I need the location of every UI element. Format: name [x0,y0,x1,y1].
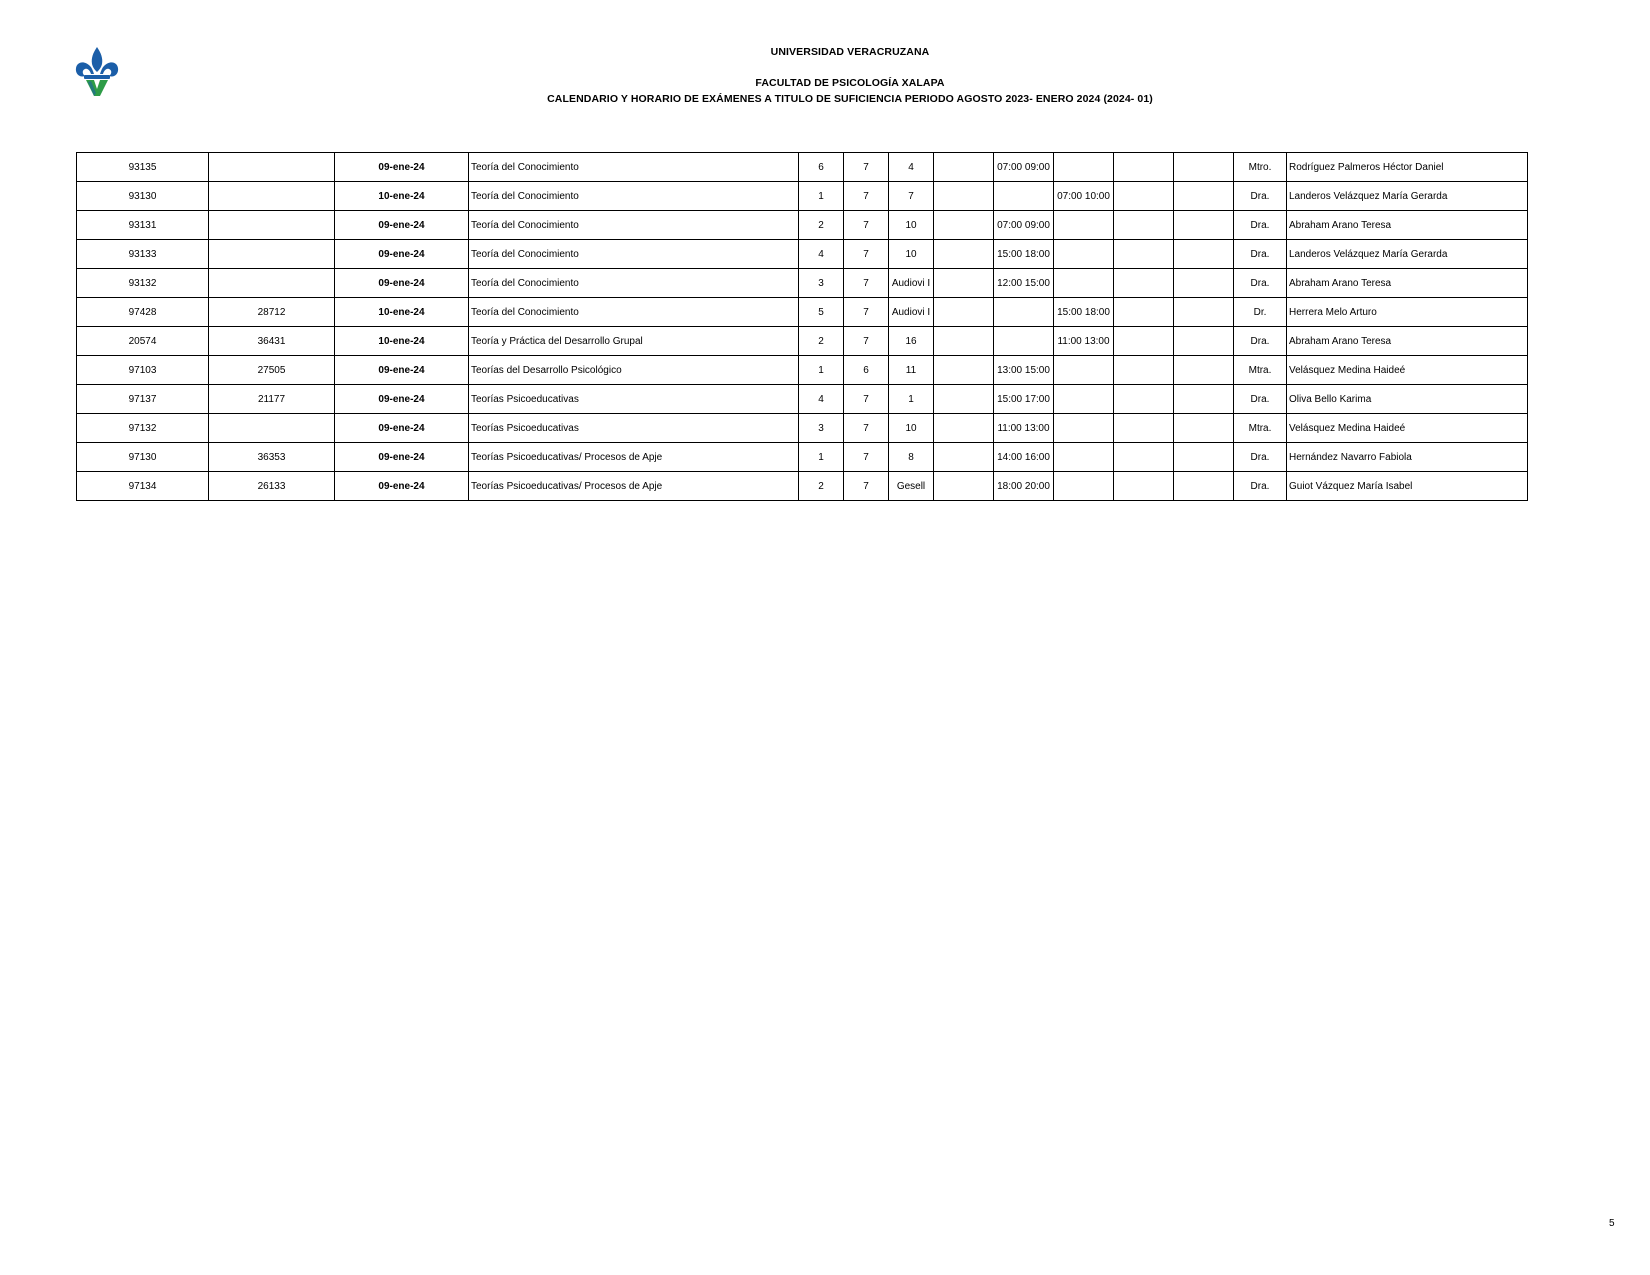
nrc-cell: 97103 [77,356,209,385]
teacher-title-cell: Mtro. [1234,153,1287,182]
schedule-slot-3-cell [1054,443,1114,472]
schedule-slot-3-cell [1054,240,1114,269]
schedule-slot-1-cell [934,153,994,182]
schedule-slot-1-cell [934,385,994,414]
table-row [77,472,1528,501]
schedule-slot-5-cell [1174,472,1234,501]
section-cell: 2 [799,211,844,240]
table-row [77,182,1528,211]
schedule-slot-5-cell [1174,385,1234,414]
section-cell: 3 [799,414,844,443]
teacher-name-cell: Velásquez Medina Haideé [1287,414,1528,443]
date-cell: 09-ene-24 [335,443,469,472]
subject-cell: Teorías Psicoeducativas [469,385,799,414]
schedule-slot-5-cell [1174,298,1234,327]
section-cell: 1 [799,182,844,211]
room-cell: 1 [889,385,934,414]
faculty-title: FACULTAD DE PSICOLOGÍA XALAPA [755,77,945,89]
teacher-name-cell: Abraham Arano Teresa [1287,211,1528,240]
schedule-slot-3-cell [1054,414,1114,443]
teacher-name-cell: Rodríguez Palmeros Héctor Daniel [1287,153,1528,182]
schedule-slot-4-cell [1114,269,1174,298]
credits-cell: 7 [844,327,889,356]
schedule-slot-5-cell [1174,269,1234,298]
teacher-title-cell: Dr. [1234,298,1287,327]
schedule-slot-4-cell [1114,298,1174,327]
room-cell: 4 [889,153,934,182]
table-row [77,443,1528,472]
schedule-slot-5-cell [1174,153,1234,182]
room-cell: 10 [889,240,934,269]
section-cell: 2 [799,327,844,356]
nrc-cell: 93130 [77,182,209,211]
credits-cell: 7 [844,153,889,182]
subject-cell: Teoría del Conocimiento [469,240,799,269]
schedule-slot-2-cell: 11:00 13:00 [994,414,1054,443]
room-cell: 16 [889,327,934,356]
schedule-slot-3-cell: 15:00 18:00 [1054,298,1114,327]
subject-cell: Teoría del Conocimiento [469,298,799,327]
schedule-slot-4-cell [1114,443,1174,472]
teacher-name-cell: Oliva Bello Karima [1287,385,1528,414]
teacher-title-cell: Dra. [1234,443,1287,472]
code-cell: 27505 [209,356,335,385]
section-cell: 2 [799,472,844,501]
schedule-slot-4-cell [1114,327,1174,356]
teacher-name-cell: Velásquez Medina Haideé [1287,356,1528,385]
section-cell: 6 [799,153,844,182]
subject-cell: Teorías Psicoeducativas/ Procesos de Apje [469,472,799,501]
code-cell [209,153,335,182]
schedule-slot-1-cell [934,443,994,472]
credits-cell: 7 [844,414,889,443]
schedule-slot-3-cell [1054,153,1114,182]
schedule-slot-3-cell [1054,211,1114,240]
schedule-slot-1-cell [934,182,994,211]
teacher-name-cell: Landeros Velázquez María Gerarda [1287,182,1528,211]
schedule-slot-4-cell [1114,356,1174,385]
code-cell [209,414,335,443]
nrc-cell: 93133 [77,240,209,269]
schedule-slot-2-cell [994,182,1054,211]
subject-cell: Teoría del Conocimiento [469,153,799,182]
nrc-cell: 93135 [77,153,209,182]
table-row [77,356,1528,385]
schedule-slot-4-cell [1114,182,1174,211]
table-row [77,298,1528,327]
code-cell: 26133 [209,472,335,501]
date-cell: 09-ene-24 [335,240,469,269]
credits-cell: 7 [844,298,889,327]
room-cell: 11 [889,356,934,385]
table-row [77,385,1528,414]
nrc-cell: 20574 [77,327,209,356]
section-cell: 1 [799,443,844,472]
schedule-slot-1-cell [934,298,994,327]
schedule-slot-2-cell: 07:00 09:00 [994,211,1054,240]
schedule-slot-3-cell [1054,385,1114,414]
schedule-slot-2-cell [994,327,1054,356]
schedule-slot-3-cell [1054,472,1114,501]
schedule-slot-2-cell: 14:00 16:00 [994,443,1054,472]
section-cell: 1 [799,356,844,385]
subject-cell: Teorías del Desarrollo Psicológico [469,356,799,385]
code-cell: 28712 [209,298,335,327]
date-cell: 09-ene-24 [335,385,469,414]
section-cell: 5 [799,298,844,327]
teacher-title-cell: Dra. [1234,269,1287,298]
credits-cell: 7 [844,269,889,298]
table-row [77,269,1528,298]
table-row [77,153,1528,182]
teacher-name-cell: Abraham Arano Teresa [1287,269,1528,298]
teacher-title-cell: Dra. [1234,211,1287,240]
schedule-slot-2-cell: 07:00 09:00 [994,153,1054,182]
teacher-title-cell: Dra. [1234,385,1287,414]
schedule-slot-5-cell [1174,356,1234,385]
room-cell: 10 [889,414,934,443]
section-cell: 4 [799,240,844,269]
schedule-slot-2-cell: 13:00 15:00 [994,356,1054,385]
schedule-slot-2-cell [994,298,1054,327]
schedule-slot-5-cell [1174,211,1234,240]
section-cell: 3 [799,269,844,298]
date-cell: 10-ene-24 [335,327,469,356]
schedule-slot-5-cell [1174,443,1234,472]
schedule-slot-5-cell [1174,414,1234,443]
schedule-slot-1-cell [934,211,994,240]
room-cell: Gesell [889,472,934,501]
schedule-slot-4-cell [1114,385,1174,414]
schedule-slot-2-cell: 15:00 17:00 [994,385,1054,414]
teacher-title-cell: Dra. [1234,472,1287,501]
schedule-slot-2-cell: 18:00 20:00 [994,472,1054,501]
schedule-slot-5-cell [1174,182,1234,211]
nrc-cell: 97132 [77,414,209,443]
subject-cell: Teorías Psicoeducativas [469,414,799,443]
table-row [77,327,1528,356]
nrc-cell: 97134 [77,472,209,501]
date-cell: 10-ene-24 [335,182,469,211]
page-number: 5 [1609,1218,1615,1229]
credits-cell: 7 [844,211,889,240]
teacher-title-cell: Dra. [1234,182,1287,211]
code-cell: 36431 [209,327,335,356]
table-row [77,240,1528,269]
teacher-title-cell: Mtra. [1234,356,1287,385]
credits-cell: 6 [844,356,889,385]
schedule-slot-4-cell [1114,414,1174,443]
code-cell [209,182,335,211]
nrc-cell: 93131 [77,211,209,240]
date-cell: 09-ene-24 [335,414,469,443]
room-cell: Audiovi I [889,269,934,298]
teacher-name-cell: Landeros Velázquez María Gerarda [1287,240,1528,269]
subject-cell: Teoría del Conocimiento [469,182,799,211]
code-cell: 36353 [209,443,335,472]
subject-cell: Teoría y Práctica del Desarrollo Grupal [469,327,799,356]
subject-cell: Teoría del Conocimiento [469,211,799,240]
date-cell: 09-ene-24 [335,211,469,240]
teacher-name-cell: Hernández Navarro Fabiola [1287,443,1528,472]
credits-cell: 7 [844,472,889,501]
credits-cell: 7 [844,443,889,472]
nrc-cell: 97130 [77,443,209,472]
schedule-slot-4-cell [1114,211,1174,240]
schedule-slot-5-cell [1174,240,1234,269]
teacher-title-cell: Dra. [1234,240,1287,269]
room-cell: 8 [889,443,934,472]
code-cell [209,211,335,240]
teacher-title-cell: Mtra. [1234,414,1287,443]
subject-cell: Teorías Psicoeducativas/ Procesos de Apje [469,443,799,472]
schedule-slot-1-cell [934,472,994,501]
schedule-slot-3-cell: 07:00 10:00 [1054,182,1114,211]
code-cell [209,240,335,269]
university-title: UNIVERSIDAD VERACRUZANA [770,46,930,58]
schedule-slot-4-cell [1114,153,1174,182]
schedule-slot-1-cell [934,327,994,356]
date-cell: 09-ene-24 [335,269,469,298]
section-cell: 4 [799,385,844,414]
date-cell: 10-ene-24 [335,298,469,327]
schedule-slot-1-cell [934,356,994,385]
exam-schedule-table [76,152,1528,501]
schedule-slot-3-cell [1054,356,1114,385]
nrc-cell: 97137 [77,385,209,414]
schedule-slot-5-cell [1174,327,1234,356]
code-cell: 21177 [209,385,335,414]
schedule-slot-1-cell [934,269,994,298]
table-row [77,414,1528,443]
schedule-slot-1-cell [934,414,994,443]
schedule-slot-3-cell [1054,269,1114,298]
schedule-slot-2-cell: 12:00 15:00 [994,269,1054,298]
room-cell: 10 [889,211,934,240]
credits-cell: 7 [844,240,889,269]
nrc-cell: 93132 [77,269,209,298]
schedule-slot-3-cell: 11:00 13:00 [1054,327,1114,356]
table-row [77,211,1528,240]
code-cell [209,269,335,298]
teacher-name-cell: Herrera Melo Arturo [1287,298,1528,327]
date-cell: 09-ene-24 [335,356,469,385]
room-cell: Audiovi I [889,298,934,327]
date-cell: 09-ene-24 [335,472,469,501]
nrc-cell: 97428 [77,298,209,327]
date-cell: 09-ene-24 [335,153,469,182]
schedule-slot-4-cell [1114,240,1174,269]
schedule-slot-4-cell [1114,472,1174,501]
schedule-slot-2-cell: 15:00 18:00 [994,240,1054,269]
teacher-title-cell: Dra. [1234,327,1287,356]
credits-cell: 7 [844,385,889,414]
subject-cell: Teoría del Conocimiento [469,269,799,298]
document-title: CALENDARIO Y HORARIO DE EXÁMENES A TITULO DE SUFICIENCIA PERIODO AGOSTO 2023- ENERO 2024 (2024- 01) [547,93,1153,105]
room-cell: 7 [889,182,934,211]
credits-cell: 7 [844,182,889,211]
schedule-slot-1-cell [934,240,994,269]
teacher-name-cell: Guiot Vázquez María Isabel [1287,472,1528,501]
teacher-name-cell: Abraham Arano Teresa [1287,327,1528,356]
